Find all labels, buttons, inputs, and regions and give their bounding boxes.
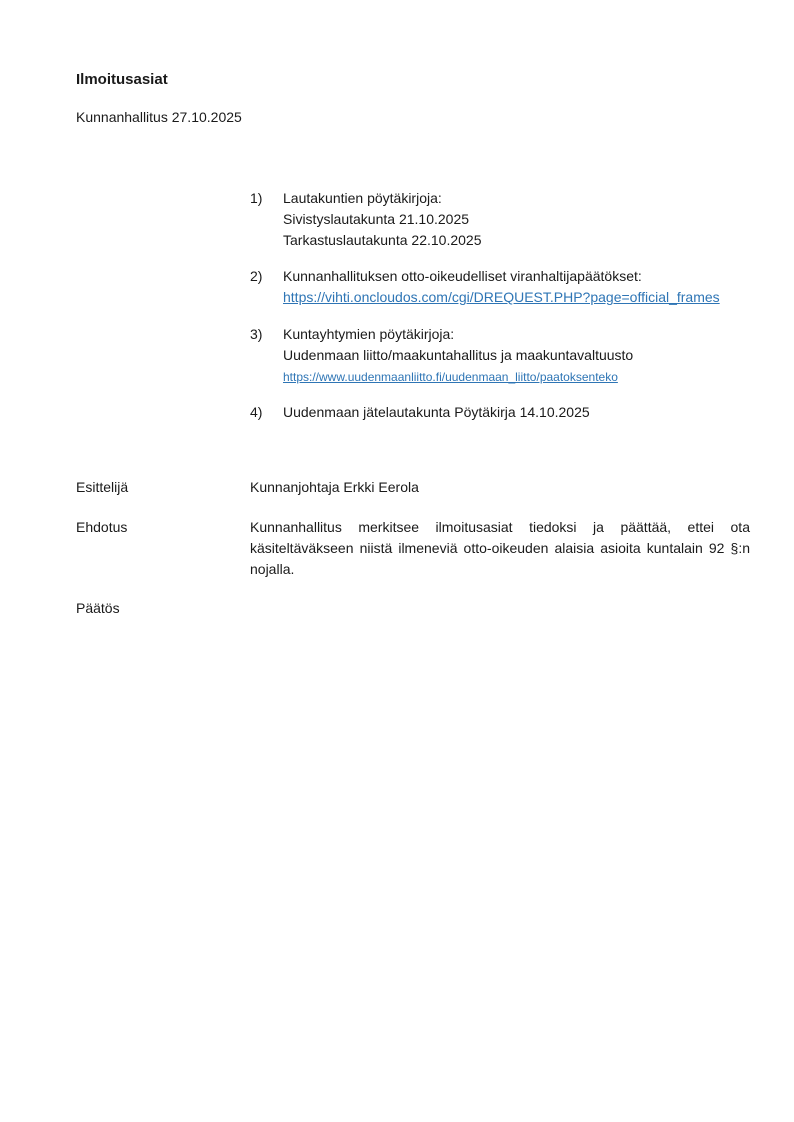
agenda-list [250, 188, 735, 423]
item-body [283, 266, 735, 308]
item-line-link [283, 287, 735, 308]
item-line: Uudenmaan liitto/maakuntahallitus ja maakuntavaltuusto [283, 346, 634, 363]
decision-rows [76, 477, 794, 619]
proposal-row [76, 517, 794, 579]
item-line: Kuntayhtymien pöytäkirjoja: [283, 325, 455, 342]
item-line: Lautakuntien pöytäkirjoja: [283, 190, 442, 206]
uudenmaanliitto-link[interactable]: https://www.uudenmaanliitto.fi/uudenmaan_liitto/paatoksenteko [283, 369, 618, 384]
page-title: Ilmoitusasiat [76, 71, 168, 88]
item-number: 3) [250, 325, 263, 342]
presenter-label: Esittelijä [76, 479, 129, 496]
list-item-1 [250, 188, 735, 250]
item-body [283, 402, 735, 423]
item-body [283, 188, 735, 250]
item-line: Tarkastuslautakunta 22.10.2025 [283, 231, 482, 248]
proposal-label: Ehdotus [76, 518, 128, 535]
item-number: 2) [250, 268, 263, 285]
item-line: Sivistyslautakunta 21.10.2025 [283, 210, 470, 227]
item-line: Kunnanhallituksen otto-oikeudelliset viranhaltijapäätökset: [283, 268, 642, 285]
decision-row [76, 598, 794, 619]
list-item-4 [250, 402, 735, 423]
oncloudos-link[interactable]: https://vihti.oncloudos.com/cgi/DREQUEST.PHP?page=official_frames [283, 289, 720, 306]
item-number: 1) [250, 190, 263, 206]
meeting-header: Kunnanhallitus 27.10.2025 [76, 109, 242, 125]
item-line-link [283, 366, 735, 387]
presenter-row [76, 477, 794, 498]
item-body [283, 324, 735, 386]
proposal-text: Kunnanhallitus merkitsee ilmoitusasiat tiedoksi ja päättää, ettei ota käsiteltäväkseen niistä ilmeneviä otto-oikeuden alaisia asioita kuntalain 92 §:n nojalla. [250, 518, 750, 577]
list-item-2 [250, 266, 735, 308]
presenter-value: Kunnanjohtaja Erkki Eerola [250, 479, 419, 496]
decision-label: Päätös [76, 600, 120, 617]
item-line: Uudenmaan jätelautakunta Pöytäkirja 14.10.2025 [283, 404, 590, 421]
list-item-3 [250, 324, 735, 386]
item-number: 4) [250, 404, 263, 421]
